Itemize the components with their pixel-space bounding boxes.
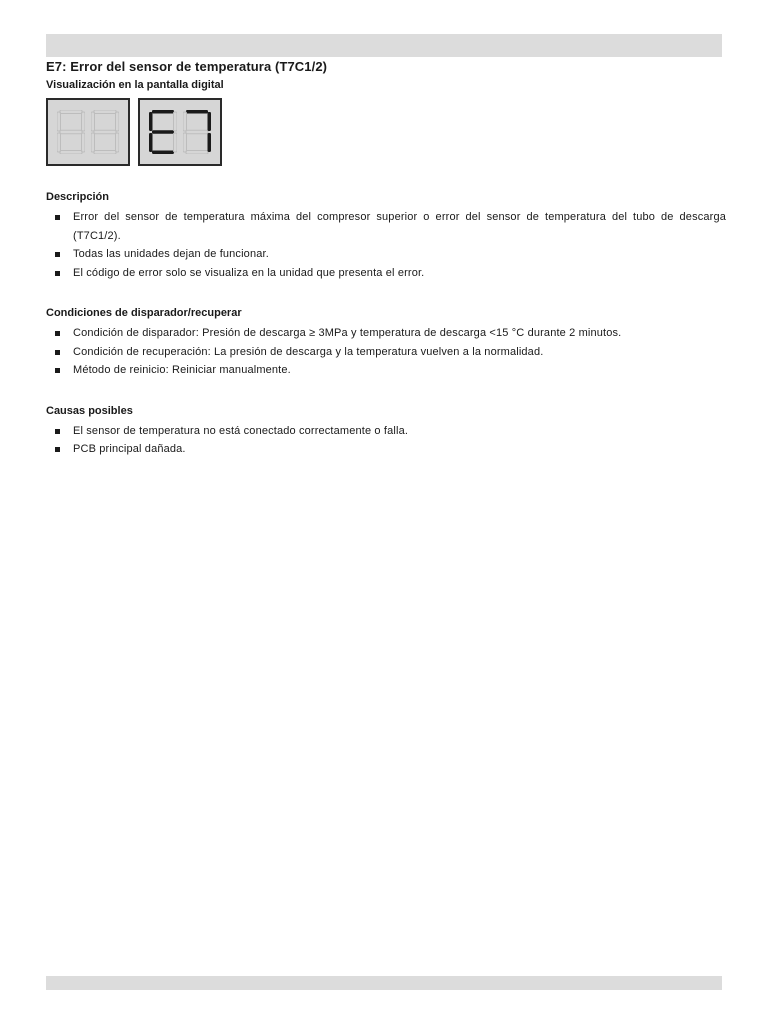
- segment-e: [183, 133, 187, 152]
- page-subtitle: Visualización en la pantalla digital: [46, 79, 224, 91]
- conditions-list: [46, 324, 726, 380]
- segment-g: [60, 130, 82, 134]
- segment-c: [174, 133, 178, 152]
- list-item: Error del sensor de temperatura máxima del compresor superior o error del sensor de temperatura del tubo de descarga (T7C1/2).: [46, 208, 726, 245]
- section-title: Condiciones de disparador/recuperar: [46, 307, 242, 319]
- page-content: [46, 58, 726, 459]
- causes-list: [46, 422, 726, 459]
- segment-f: [57, 112, 61, 131]
- segment-d: [152, 151, 174, 155]
- segment-d: [186, 151, 208, 155]
- list-item: Condición de recuperación: La presión de descarga y la temperatura vuelven a la normalidad.: [46, 343, 726, 362]
- segment-e: [91, 133, 95, 152]
- section-title: Causas posibles: [46, 404, 133, 417]
- description-list: [46, 208, 726, 282]
- segment-a: [94, 110, 116, 114]
- display-inactive: [46, 98, 130, 166]
- segment-d: [60, 151, 82, 155]
- seven-segment-digit: [183, 110, 211, 154]
- header-bar: [46, 34, 722, 57]
- segment-a: [186, 110, 208, 114]
- segment-f: [91, 112, 95, 131]
- section-causes: [46, 404, 726, 459]
- list-item: Condición de disparador: Presión de descarga ≥ 3MPa y temperatura de descarga <15 °C durante 2 minutos.: [46, 324, 726, 343]
- segment-g: [94, 130, 116, 134]
- segment-b: [208, 112, 212, 131]
- segment-g: [186, 130, 208, 134]
- digital-displays: [46, 98, 726, 166]
- segment-e: [149, 133, 153, 152]
- segment-a: [60, 110, 82, 114]
- list-item: Todas las unidades dejan de funcionar.: [46, 245, 726, 264]
- segment-b: [116, 112, 120, 131]
- segment-c: [82, 133, 86, 152]
- list-item: PCB principal dañada.: [46, 440, 726, 459]
- segment-e: [57, 133, 61, 152]
- section-title: Descripción: [46, 191, 109, 203]
- seven-segment-digit: [57, 110, 85, 154]
- footer-bar: [46, 976, 722, 990]
- segment-f: [183, 112, 187, 131]
- segment-f: [149, 112, 153, 131]
- section-description: [46, 190, 726, 282]
- segment-c: [208, 133, 212, 152]
- seven-segment-digit: [91, 110, 119, 154]
- segment-d: [94, 151, 116, 155]
- list-item: Método de reinicio: Reiniciar manualmente.: [46, 361, 726, 380]
- segment-b: [174, 112, 178, 131]
- segment-b: [82, 112, 86, 131]
- section-conditions: [46, 306, 726, 380]
- seven-segment-digit: [149, 110, 177, 154]
- display-error-code: [138, 98, 222, 166]
- segment-g: [152, 130, 174, 134]
- list-item: El sensor de temperatura no está conectado correctamente o falla.: [46, 422, 726, 441]
- segment-a: [152, 110, 174, 114]
- list-item: El código de error solo se visualiza en la unidad que presenta el error.: [46, 264, 726, 283]
- segment-c: [116, 133, 120, 152]
- page-title: E7: Error del sensor de temperatura (T7C1/2): [46, 59, 328, 74]
